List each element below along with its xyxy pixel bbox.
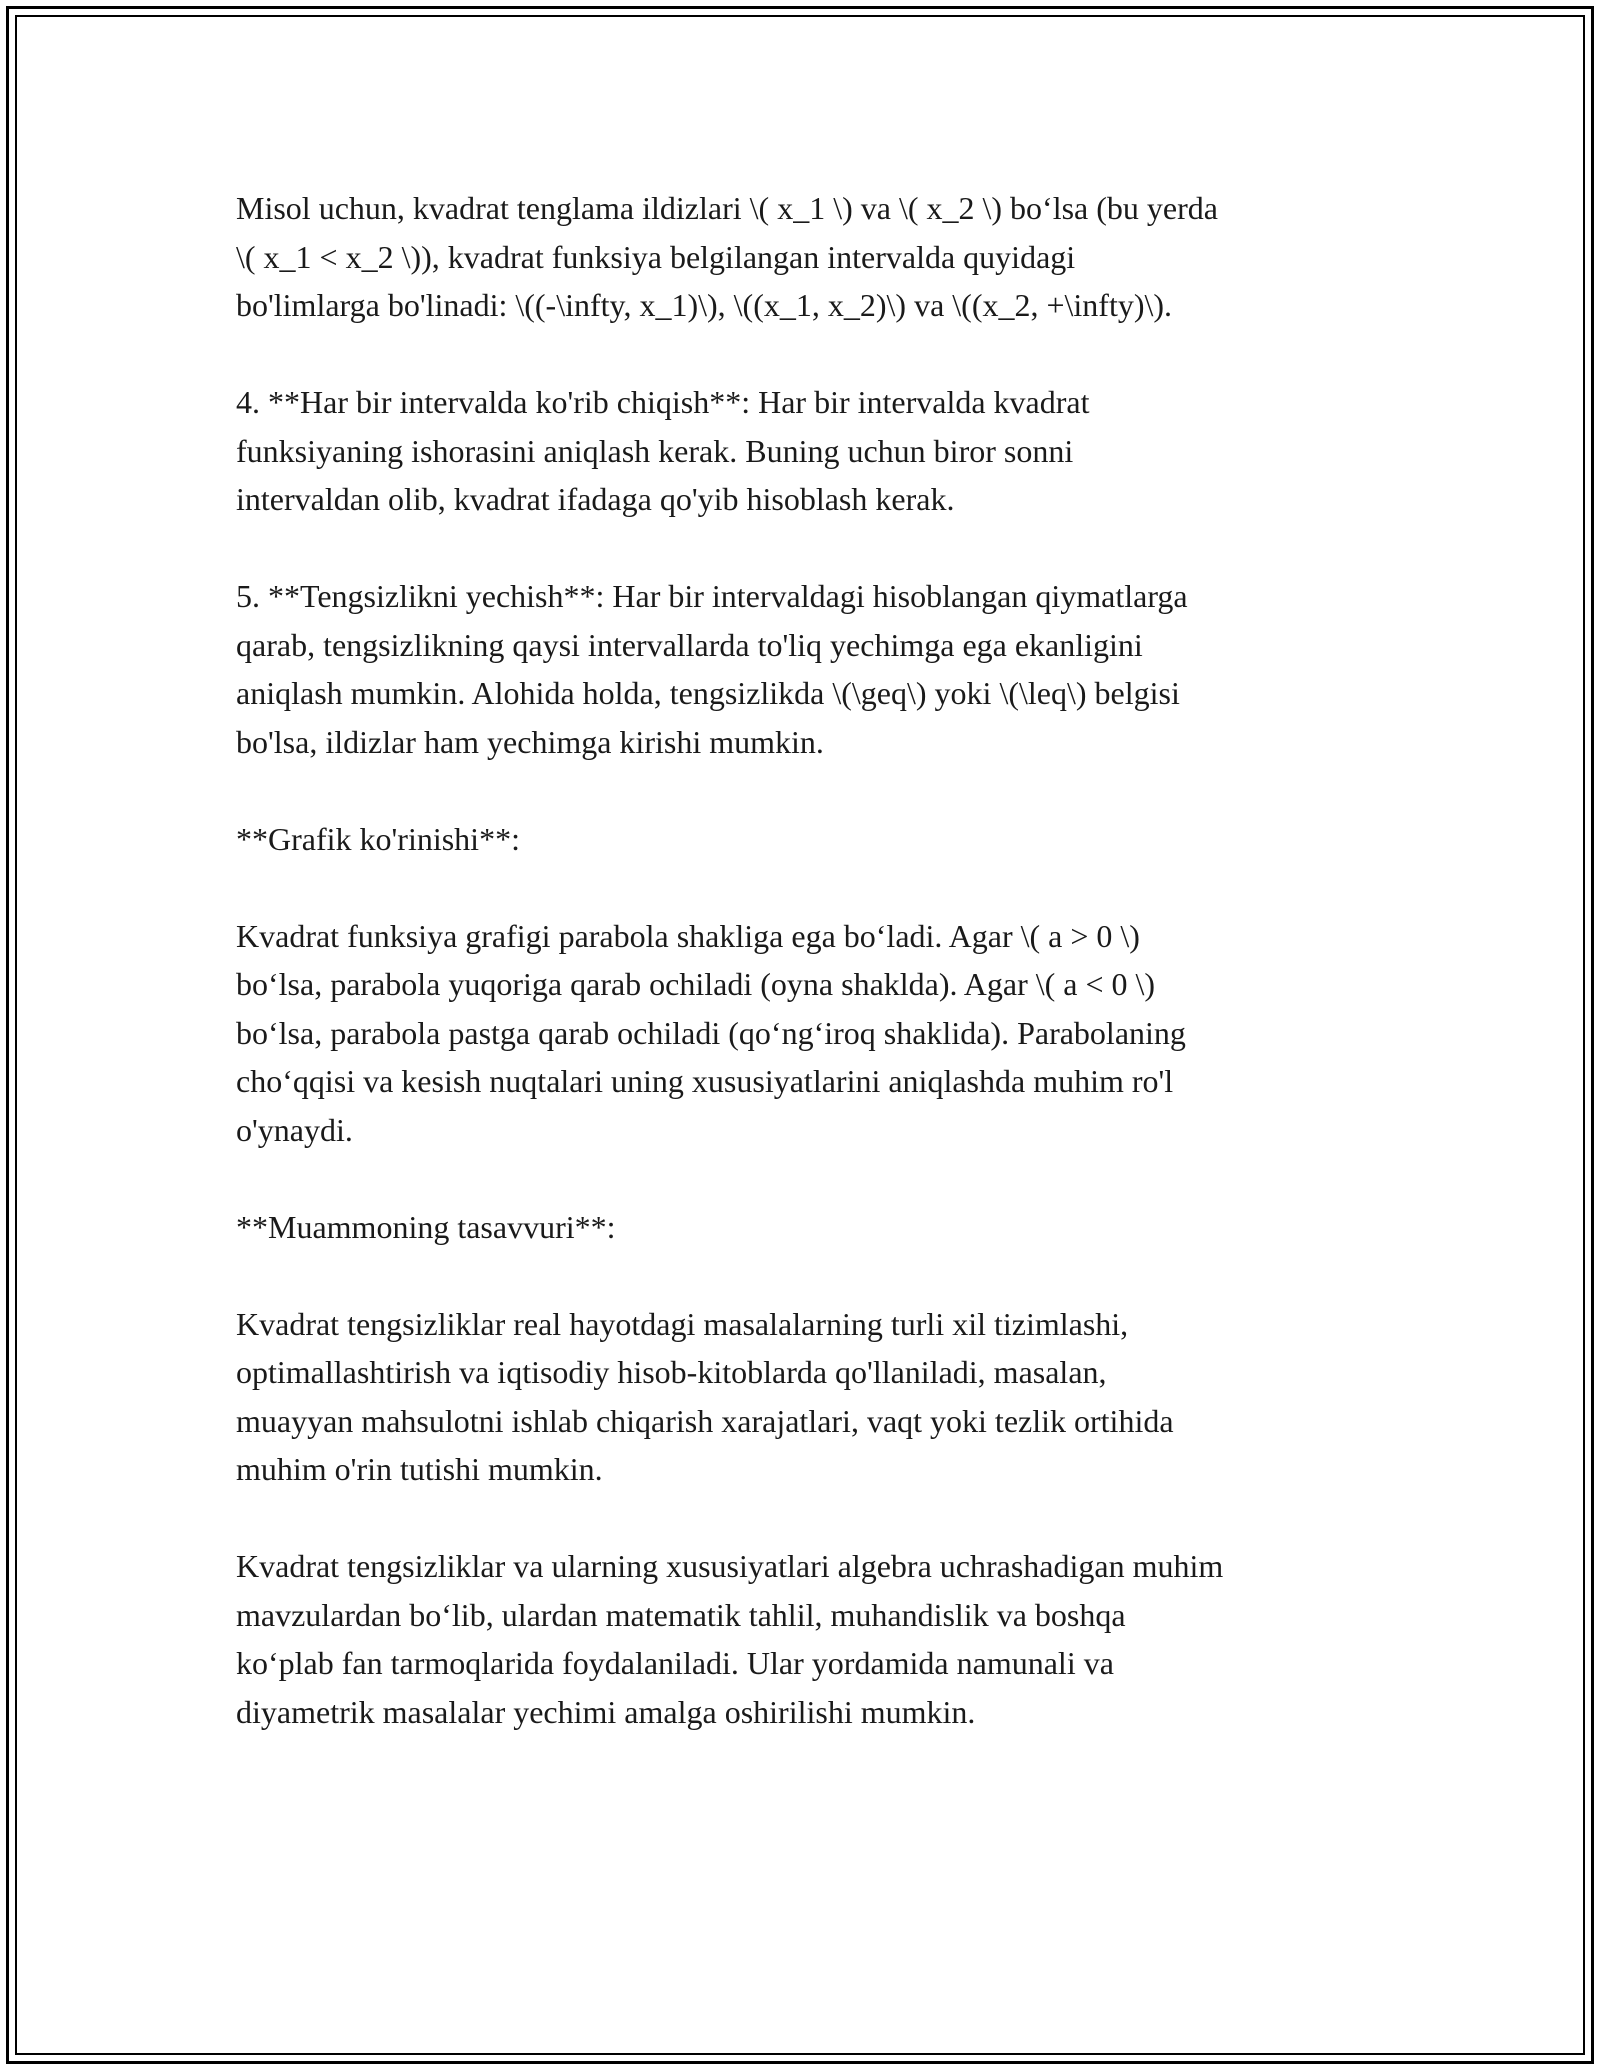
- text-line: 5. **Tengsizlikni yechish**: Har bir intervaldagi hisoblangan qiymatlarga: [236, 578, 1188, 614]
- text-line: Kvadrat tengsizliklar va ularning xususiyatlari algebra uchrashadigan muhim: [236, 1548, 1224, 1584]
- paragraph-parabola: [236, 912, 1386, 1155]
- text-line: ko‘plab fan tarmoqlarida foydalaniladi. Ular yordamida namunali va: [236, 1645, 1114, 1681]
- text-line: bo'lsa, ildizlar ham yechimga kirishi mumkin.: [236, 723, 824, 760]
- text-line: diyametrik masalalar yechimi amalga oshirilishi mumkin.: [236, 1693, 976, 1730]
- text-line: funksiyaning ishorasini aniqlash kerak. Buning uchun biror sonni: [236, 432, 1074, 469]
- paragraph-interval-split: [236, 184, 1386, 330]
- text-line: Kvadrat funksiya grafigi parabola shakliga ega bo‘ladi. Agar \( a > 0 \): [236, 917, 1140, 954]
- text-line: 4. **Har bir intervalda ko'rib chiqish**: Har bir intervalda kvadrat: [236, 384, 1090, 420]
- text-line: bo‘lsa, parabola yuqoriga qarab ochiladi (oyna shakldа). Agar \( a < 0 \): [236, 966, 1156, 1002]
- section-heading: **Muammoning tasavvuri**:: [236, 1208, 616, 1245]
- paragraph-conclusion: [236, 1542, 1386, 1736]
- text-line: mavzulardan bo‘lib, ulardan matematik tahlil, muhandislik va boshqa: [236, 1596, 1126, 1633]
- text-line: aniqlash mumkin. Alohida holda, tengsizlikda \(\geq\) yoki \(\leq\) belgisi: [236, 675, 1180, 711]
- text-line: optimallashtirish va iqtisodiy hisob-kitoblarda qo'llaniladi, masalan,: [236, 1354, 1107, 1390]
- text-line: muhim o'rin tutishi mumkin.: [236, 1451, 603, 1487]
- text-line: qarab, tengsizlikning qaysi intervallarda to'liq yechimga ega ekanligini: [236, 626, 1143, 663]
- text-line: Misol uchun, kvadrat tenglama ildizlari \( x_1 \) va \( x_2 \) bo‘lsa (bu yerda: [236, 190, 1218, 226]
- text-line: bo'limlarga bo'linadi: \((-\infty, x_1)\), \((x_1, x_2)\) va \((x_2, +\infty)\).: [236, 287, 1173, 323]
- text-line: Kvadrat tengsizliklar real hayotdagi masalalarning turli xil tizimlashi,: [236, 1305, 1129, 1342]
- paragraph-real-life: [236, 1300, 1386, 1494]
- text-line: o'ynaydi.: [236, 1111, 353, 1148]
- section-heading: **Grafik ko'rinishi**:: [236, 820, 520, 857]
- text-line: intervaldan olib, kvadrat ifadaga qo'yib hisoblash kerak.: [236, 481, 955, 517]
- heading-grafik: [236, 815, 1386, 864]
- document-body: [236, 184, 1386, 1785]
- text-line: muayyan mahsulotni ishlab chiqarish xarajatlari, vaqt yoki tezlik ortihida: [236, 1402, 1174, 1439]
- text-line: \( x_1 < x_2 \)), kvadrat funksiya belgilangan intervalda quyidagi: [236, 238, 1076, 275]
- paragraph-step-4: [236, 378, 1386, 524]
- paragraph-step-5: [236, 572, 1386, 766]
- heading-muammo: [236, 1203, 1386, 1252]
- text-line: cho‘qqisi va kesish nuqtalari uning xususiyatlarini aniqlashda muhim ro'l: [236, 1063, 1174, 1099]
- text-line: bo‘lsa, parabola pastga qarab ochiladi (qo‘ng‘iroq shaklida). Parabolaning: [236, 1014, 1186, 1051]
